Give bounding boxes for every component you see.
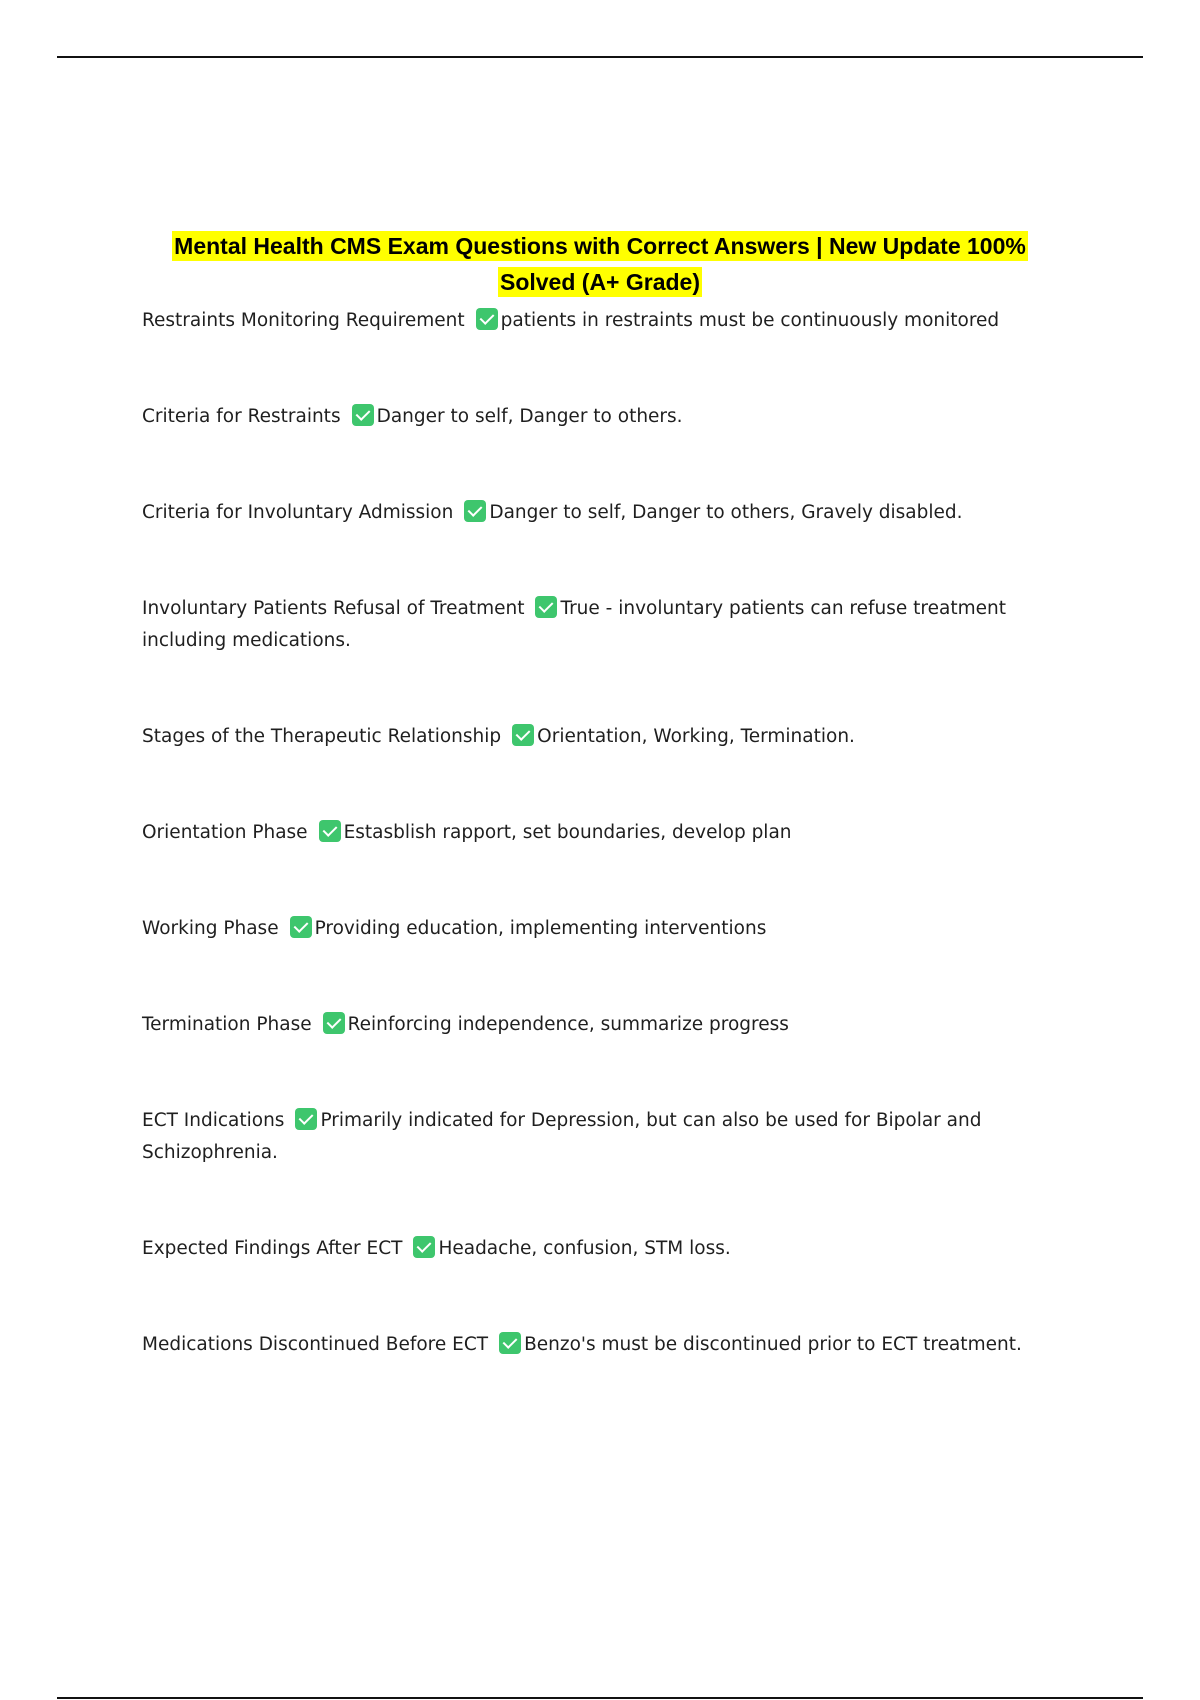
check-box-icon <box>319 820 341 842</box>
header-rule <box>57 56 1143 58</box>
check-box-icon <box>295 1108 317 1130</box>
qa-answer: Providing education, implementing interventions <box>314 918 767 939</box>
check-box-icon <box>290 916 312 938</box>
qa-item <box>142 817 1062 849</box>
qa-item <box>142 721 1062 753</box>
qa-answer: Primarily indicated for Depression, but can also be used for Bipolar and Schizophrenia. <box>142 1110 982 1163</box>
qa-term: Involuntary Patients Refusal of Treatment <box>142 598 525 619</box>
check-box-icon <box>352 404 374 426</box>
document-title <box>142 228 1058 300</box>
qa-answer: Headache, confusion, STM loss. <box>438 1238 731 1259</box>
qa-term: Termination Phase <box>142 1014 312 1035</box>
qa-item <box>142 305 1062 337</box>
qa-answer: Reinforcing independence, summarize progress <box>347 1014 789 1035</box>
check-box-icon <box>499 1332 521 1354</box>
qa-term: Expected Findings After ECT <box>142 1238 403 1259</box>
check-box-icon <box>464 500 486 522</box>
qa-item <box>142 1233 1062 1265</box>
check-box-icon <box>413 1236 435 1258</box>
qa-answer: patients in restraints must be continuously monitored <box>500 310 1000 331</box>
qa-term: Criteria for Involuntary Admission <box>142 502 454 523</box>
qa-item <box>142 593 1062 657</box>
qa-answer: True - involuntary patients can refuse treatment including medications. <box>142 598 1006 651</box>
qa-item <box>142 1009 1062 1041</box>
footer-rule <box>57 1697 1143 1699</box>
qa-term: Working Phase <box>142 918 279 939</box>
qa-item <box>142 497 1062 529</box>
qa-item <box>142 913 1062 945</box>
qa-term: ECT Indications <box>142 1110 285 1131</box>
check-box-icon <box>535 596 557 618</box>
check-box-icon <box>512 724 534 746</box>
qa-term: Criteria for Restraints <box>142 406 341 427</box>
qa-answer: Danger to self, Danger to others. <box>376 406 683 427</box>
check-box-icon <box>476 308 498 330</box>
qa-term: Orientation Phase <box>142 822 308 843</box>
title-highlight: Mental Health CMS Exam Questions with Correct Answers | New Update 100% Solved (A+ Grade) <box>174 233 1026 296</box>
qa-list <box>142 305 1062 1361</box>
qa-answer: Estasblish rapport, set boundaries, develop plan <box>343 822 792 843</box>
qa-answer: Danger to self, Danger to others, Gravely disabled. <box>489 502 963 523</box>
qa-term: Restraints Monitoring Requirement <box>142 310 465 331</box>
qa-item <box>142 1329 1062 1361</box>
qa-item <box>142 401 1062 433</box>
qa-item <box>142 1105 1062 1169</box>
qa-term: Medications Discontinued Before ECT <box>142 1334 489 1355</box>
qa-answer: Benzo's must be discontinued prior to ECT treatment. <box>524 1334 1022 1355</box>
qa-answer: Orientation, Working, Termination. <box>537 726 855 747</box>
check-box-icon <box>323 1012 345 1034</box>
qa-term: Stages of the Therapeutic Relationship <box>142 726 502 747</box>
